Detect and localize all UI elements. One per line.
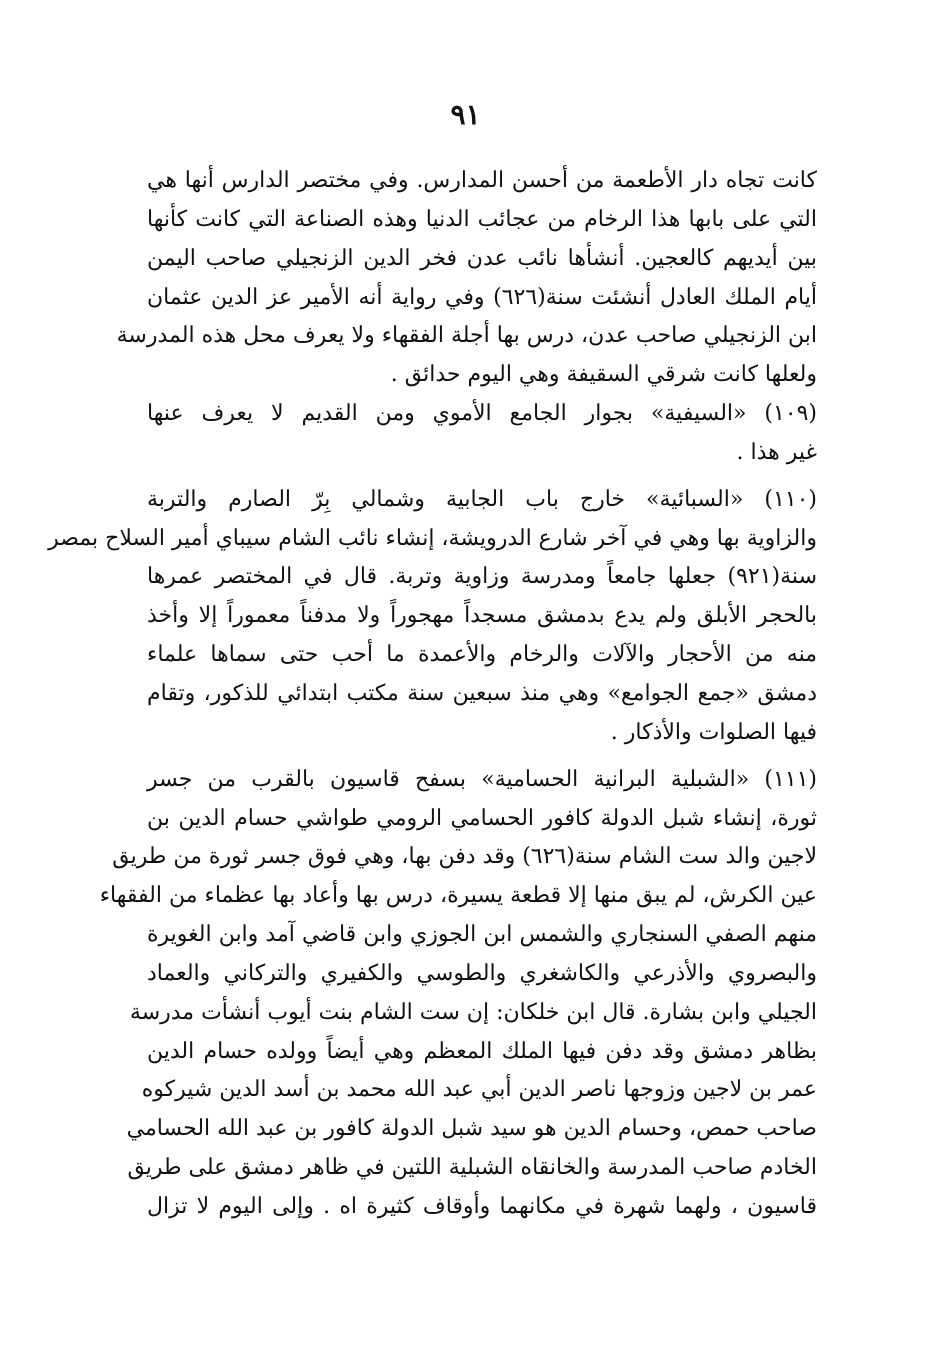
text-line: سنة(٩٢١) جعلها جامعاً ومدرسة وزاوية وتربة. قال في المختصر عمرها [147,564,817,590]
paragraph-entry-111 [99,761,817,1227]
paragraph-entry-109 [147,395,817,473]
text-line: صاحب حمص، وحسام الدين هو سيد شبل الدولة كافور بن عبد الله الحسامي [126,1116,817,1142]
paragraph-entry-110 [48,481,817,753]
text-line: منه من الأحجار والآلات والرخام والأعمدة ما أحب حتى سماها علماء [147,642,817,668]
text-line: (١١١) «الشبلية البرانية الحسامية» بسفح قاسيون بالقرب من جسر [147,766,817,792]
text-line: قاسيون ، ولهما شهرة في مكانهما وأوقاف كثيرة اه . وإلى اليوم لا تزال [147,1193,817,1219]
paragraph [116,162,817,395]
text-line: ولعلها كانت شرقي السقيفة وهي اليوم حدائق . [390,362,817,388]
text-line: فيها الصلوات والأذكار . [610,719,817,745]
page-number: ٩١ [450,98,481,131]
text-line: بين أيديهم كالعجين. أنشأها نائب عدن فخر الدين الزنجيلي صاحب اليمن [147,245,817,271]
text-line: الجيلي وابن بشارة. قال ابن خلكان: إن ست الشام بنت أيوب أنشأت مدرسة [129,999,817,1025]
text-line: دمشق «جمع الجوامع» وهي منذ سبعين سنة مكتب ابتدائي للذكور، وتقام [147,680,817,706]
text-line: ثورة، إنشاء شبل الدولة كافور الحسامي الرومي طواشي حسام الدين بن [147,805,817,831]
text-line: لاجين والد ست الشام سنة(٦٢٦) وقد دفن بها، وهي فوق جسر ثورة من طريق [112,844,817,870]
text-line: أيام الملك العادل أنشئت سنة(٦٢٦) وفي رواية أنه الأمير عز الدين عثمان [147,284,817,310]
text-line: بالحجر الأبلق ولم يدع بدمشق مسجداً مهجوراً ولا مدفناً معموراً إلا وأخذ [147,603,817,629]
text-line: كانت تجاه دار الأطعمة من أحسن المدارس. وفي مختصر الدارس أنها هي [147,168,817,193]
text-line: (١٠٩) «السيفية» بجوار الجامع الأموي ومن القديم لا يعرف عنها [147,401,817,427]
body-text [48,162,817,1227]
text-line: (١١٠) «السبائية» خارج باب الجابية وشمالي بِرّ الصارم والتربة [147,486,817,512]
text-line: التي على بابها هذا الرخام من عجائب الدنيا وهذه الصناعة التي كانت كأنها [147,206,817,232]
paragraph-gap [147,473,817,481]
text-line: منهم الصفي السنجاري والشمس ابن الجوزي وابن قاضي آمد وابن الغويرة [147,922,817,948]
text-line: بظاهر دمشق وقد دفن فيها الملك المعظم وهي أيضاً وولده حسام الدين [147,1038,817,1064]
text-line: عمر بن لاجين وزوجها ناصر الدين أبي عبد الله محمد بن أسد الدين شيركوه [141,1077,817,1103]
text-line: الخادم صاحب المدرسة والخانقاه الشبلية اللتين في ظاهر دمشق على طريق [127,1155,817,1181]
text-line: عين الكرش، لم يبق منها إلا قطعة يسيرة، درس بها وأعاد بها عظماء من الفقهاء [99,883,817,909]
text-line: والزاوية بها وهي في آخر شارع الدرويشة، إنشاء نائب الشام سيباي أمير السلاح بمصر [48,525,817,551]
paragraph-gap [147,753,817,761]
text-line: ابن الزنجيلي صاحب عدن، درس بها أجلة الفقهاء ولا يعرف محل هذه المدرسة [116,323,817,349]
text-line: والبصروي والأذرعي والكاشغري والطوسي والكفيري والتركاني والعماد [147,960,817,986]
text-line: غير هذا . [736,439,817,465]
